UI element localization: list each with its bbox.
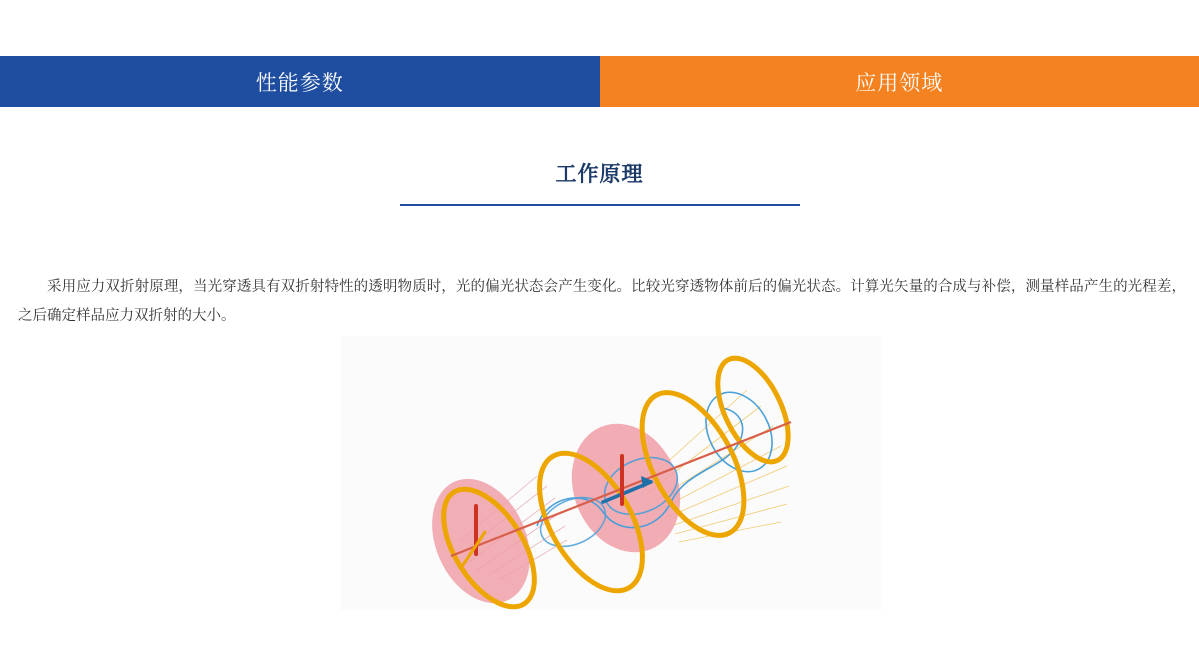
working-principle-diagram <box>341 336 882 610</box>
tab-label: 性能参数 <box>255 71 344 95</box>
tab-bar <box>0 56 1199 107</box>
tab-performance-parameters[interactable] <box>0 56 600 107</box>
page-title: 工作原理 <box>555 163 644 186</box>
principle-paragraph: 采用应力双折射原理，当光穿透具有双折射特性的透明物质时，光的偏光状态会产生变化。比较光穿透物体前后的偏光状态。计算光矢量的合成与补偿，测量样品产生的光程差，之后确定样品应力双折射的大小。 <box>18 278 1186 324</box>
tab-label: 应用领域 <box>855 71 944 95</box>
title-underline-divider <box>400 204 800 206</box>
optical-path-illustration <box>341 336 882 610</box>
section-heading <box>0 160 1199 206</box>
tab-application-fields[interactable] <box>600 56 1199 107</box>
